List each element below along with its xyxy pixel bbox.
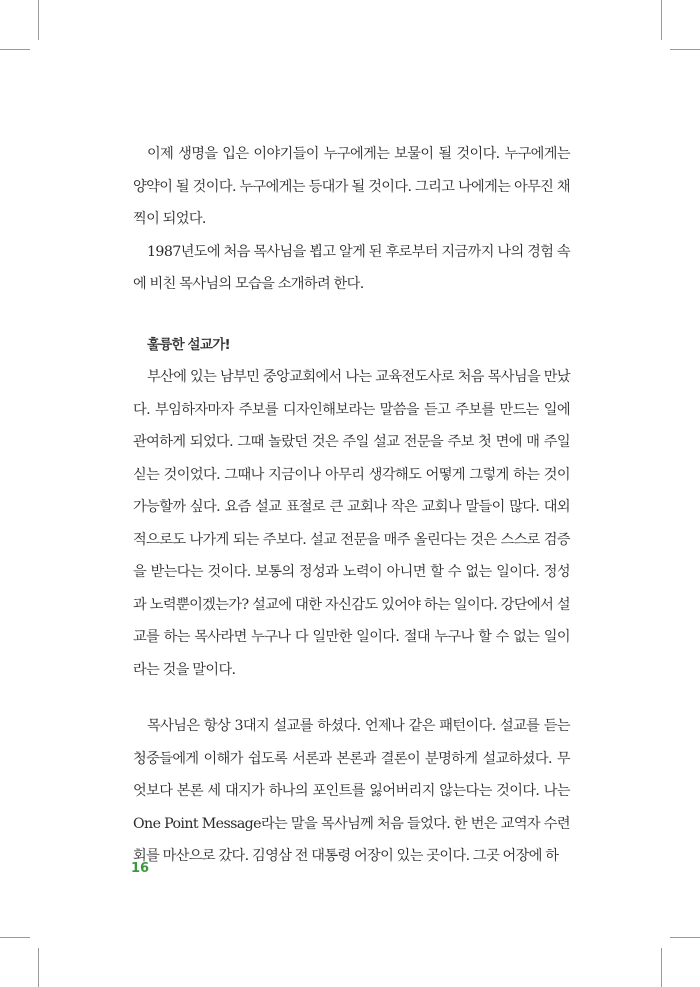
page-number: 16 [131,861,150,876]
section-paragraph-2: 목사님은 항상 3대지 설교를 하셨다. 언제나 같은 패턴이다. 설교를 듣는 청중들에게 이해가 쉽도록 서론과 본론과 결론이 분명하게 설교하셨다. 무엇보다 본론 세 대지가 하나의 포인트를 잃어버리지 않는다는 것이다. 나는 One Point Message라는 말을 목사님께 처음 들었다. 한 번은 교역자 수련회를 마산으로 갔다. 김영삼 전 대통령 어장이 있는 곳이다. 그곳 어장에 하 [133,718,570,864]
section-spacer [133,301,570,329]
crop-mark-top-right-horizontal [670,49,700,50]
intro-paragraph-1: 이제 생명을 입은 이야기들이 누구에게는 보물이 될 것이다. 누구에게는 양약이 될 것이다. 누구에게는 등대가 될 것이다. 그리고 나에게는 아무진 채찍이 되었다. [133,146,570,227]
paragraph-spacer [133,686,570,710]
intro-paragraph-2: 1987년도에 처음 목사님을 뵙고 알게 된 후로부터 지금까지 나의 경험 속에 비친 목사님의 모습을 소개하려 한다. [133,243,570,292]
crop-mark-top-left [38,0,39,40]
page-body [133,138,570,873]
section-heading: 훌륭한 설교가! [147,336,231,353]
section-paragraph-1: 부산에 있는 남부민 중앙교회에서 나는 교육전도사로 처음 목사님을 만났다. 부임하자마자 주보를 디자인해보라는 말씀을 듣고 주보를 만드는 일에 관여하게 되었다. 그때 놀랐던 것은 주일 설교 전문을 주보 첫 면에 매 주일 싣는 것이었다. 그때나 지금이나 아무리 생각해도 어떻게 그렇게 하는 것이 가능할까 싶다. 요즘 설교 표절로 큰 교회나 작은 교회나 말들이 많다. 대외적으로도 나가게 되는 주보다. 설교 전문을 매주 올린다는 것은 스스로 검증을 받는다는 것이다. 보통의 정성과 노력이 아니면 할 수 없는 일이다. 정성과 노력뿐이겠는가? 설교에 대한 자신감도 있어야 하는 일이다. 강단에서 설교를 하는 목사라면 누구나 다 일만한 일이다. 절대 누구나 할 수 없는 일이라는 것을 말이다. [133,369,570,678]
crop-mark-bottom-right [661,948,662,987]
crop-mark-bottom-left [38,948,39,987]
crop-mark-bottom-right-horizontal [670,937,700,938]
crop-mark-top-right [661,0,662,40]
crop-mark-bottom-left-horizontal [0,937,30,938]
crop-mark-top-left-horizontal [0,49,30,50]
